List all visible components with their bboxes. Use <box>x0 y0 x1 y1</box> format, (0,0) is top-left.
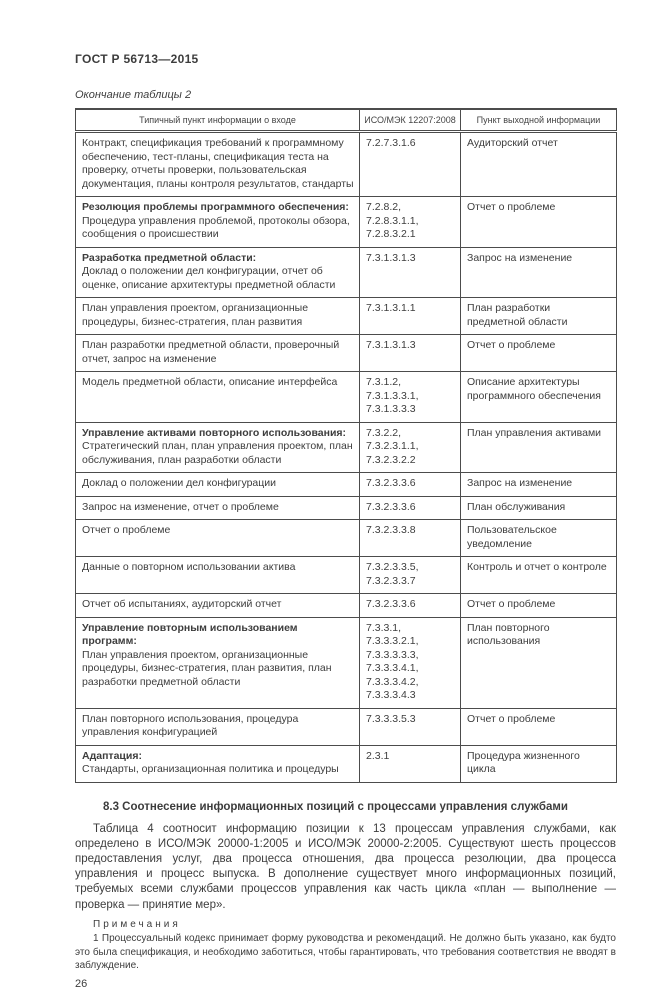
row-code: 7.3.1.2, 7.3.1.3.3.1, 7.3.1.3.3.3 <box>360 372 461 423</box>
row-output: Процедура жизненного цикла <box>461 745 617 782</box>
table-row <box>76 617 617 708</box>
row-output: Запрос на изменение <box>461 247 617 298</box>
row-output: План разработки предметной области <box>461 298 617 335</box>
info-table <box>75 108 617 783</box>
row-output: Запрос на изменение <box>461 473 617 497</box>
section-heading: 8.3 Соотнесение информационных позиций с процессами управления службами <box>103 800 568 813</box>
row-input-bold: Управление повторным использованием программ: <box>82 621 298 647</box>
table-row <box>76 335 617 372</box>
row-code: 7.3.2.3.3.8 <box>360 520 461 557</box>
table-row <box>76 496 617 520</box>
row-input: Доклад о положении дел конфигурации <box>82 477 277 489</box>
table-row <box>76 745 617 782</box>
note-text: 1 Процессуальный кодекс принимает форму руководства и рекомендаций. Не должно быть указано, как будто это была спецификация, и необходимо заботиться, чтобы гарантировать, что требования соответствия не вводят в заблуждение. <box>75 932 616 972</box>
row-input-bold: Управление активами повторного использования: <box>82 426 347 439</box>
row-output: Пользовательское уведомление <box>461 520 617 557</box>
row-output: Контроль и отчет о контроле <box>461 557 617 594</box>
column-header-input: Типичный пункт информации о входе <box>76 109 360 132</box>
notes-label: Примечания <box>93 918 181 930</box>
row-input: Модель предметной области, описание интерфейса <box>82 376 338 388</box>
row-input: Отчет об испытаниях, аудиторский отчет <box>82 598 282 610</box>
row-input: Процедура управления проблемой, протоколы обзора, сообщения о происшествии <box>82 214 350 240</box>
row-output: Отчет о проблеме <box>461 197 617 248</box>
table-row <box>76 247 617 298</box>
row-output: Аудиторский отчет <box>461 132 617 197</box>
column-header-output: Пункт выходной информации <box>461 109 617 132</box>
row-code: 7.3.3.3.5.3 <box>360 708 461 745</box>
row-output: План обслуживания <box>461 496 617 520</box>
row-input: Доклад о положении дел конфигурации, отчет об оценке, описание архитектуры предметной области <box>82 265 336 291</box>
table-caption: Окончание таблицы 2 <box>75 89 192 101</box>
row-output: Отчет о проблеме <box>461 708 617 745</box>
row-input: Данные о повторном использовании актива <box>82 561 296 573</box>
row-input: Стратегический план, план управления проектом, план обслуживания, план разработки области <box>82 440 353 466</box>
row-input: Контракт, спецификация требований к программному обеспечению, тест-планы, спецификация теста на проверку, отчеты проверки, пользовательская документация, планы контроля результатов, стандарты <box>82 137 354 190</box>
row-output: План повторного использования <box>461 617 617 708</box>
table-row <box>76 197 617 248</box>
row-code: 7.3.2.3.3.6 <box>360 496 461 520</box>
row-code: 7.3.3.1, 7.3.3.3.2.1, 7.3.3.3.3.3, 7.3.3.3.4.1, 7.3.3.3.4.2, 7.3.3.3.4.3 <box>360 617 461 708</box>
row-input-bold: Адаптация: <box>82 749 142 762</box>
row-code: 7.3.1.3.1.1 <box>360 298 461 335</box>
row-input: План повторного использования, процедура управления конфигурацией <box>82 712 299 738</box>
table-row <box>76 298 617 335</box>
row-code: 7.3.1.3.1.3 <box>360 335 461 372</box>
row-code: 7.2.7.3.1.6 <box>360 132 461 197</box>
row-input: План управления проектом, организационные процедуры, бизнес-стратегия, план развития <box>82 302 309 328</box>
body-paragraph: Таблица 4 соотносит информацию позиции к 13 процессам управления службами, как определено в ИСО/МЭК 20000-1:2005 и ИСО/МЭК 20000-2:2005. Существуют шесть процессов предоставления услуг, два процесса отношения, два процесса резолюции, два процесса управления и процесс выпуска. В дополнение существует много информационных позиций, требуемых всеми службами процессов управления как часть цикла «план — выполнение — проверка — принятие мер». <box>75 822 616 911</box>
row-input: План разработки предметной области, проверочный отчет, запрос на изменение <box>82 339 340 365</box>
row-input-bold: Резолюция проблемы программного обеспечения: <box>82 201 349 213</box>
row-input: Запрос на изменение, отчет о проблеме <box>82 500 279 513</box>
row-input: Стандарты, организационная политика и процедуры <box>82 763 339 775</box>
row-code: 7.2.8.2, 7.2.8.3.1.1, 7.2.8.3.2.1 <box>360 197 461 248</box>
table-row <box>76 708 617 745</box>
table-row <box>76 473 617 497</box>
table-row <box>76 594 617 618</box>
table-row <box>76 520 617 557</box>
column-header-code: ИСО/МЭК 12207:2008 <box>360 109 461 132</box>
page-number: 26 <box>75 978 88 990</box>
row-output: Отчет о проблеме <box>461 594 617 618</box>
table-row <box>76 557 617 594</box>
row-code: 7.3.2.2, 7.3.2.3.1.1, 7.3.2.3.2.2 <box>360 422 461 473</box>
row-code: 7.3.2.3.3.6 <box>360 594 461 618</box>
row-code: 7.3.2.3.3.6 <box>360 473 461 497</box>
table-row <box>76 372 617 423</box>
row-code: 7.3.1.3.1.3 <box>360 247 461 298</box>
row-input-bold: Разработка предметной области: <box>82 251 257 264</box>
row-output: Отчет о проблеме <box>461 335 617 372</box>
table-row <box>76 132 617 197</box>
doc-header: ГОСТ Р 56713—2015 <box>75 52 199 66</box>
table-header-row <box>76 109 617 132</box>
row-input: Отчет о проблеме <box>82 524 171 536</box>
row-output: План управления активами <box>461 422 617 473</box>
row-output: Описание архитектуры программного обеспечения <box>461 372 617 423</box>
row-input: План управления проектом, организационные процедуры, бизнес-стратегия, план развития, план разработки предметной области <box>82 648 332 688</box>
row-code: 2.3.1 <box>360 745 461 782</box>
table-row <box>76 422 617 473</box>
row-code: 7.3.2.3.3.5, 7.3.2.3.3.7 <box>360 557 461 594</box>
